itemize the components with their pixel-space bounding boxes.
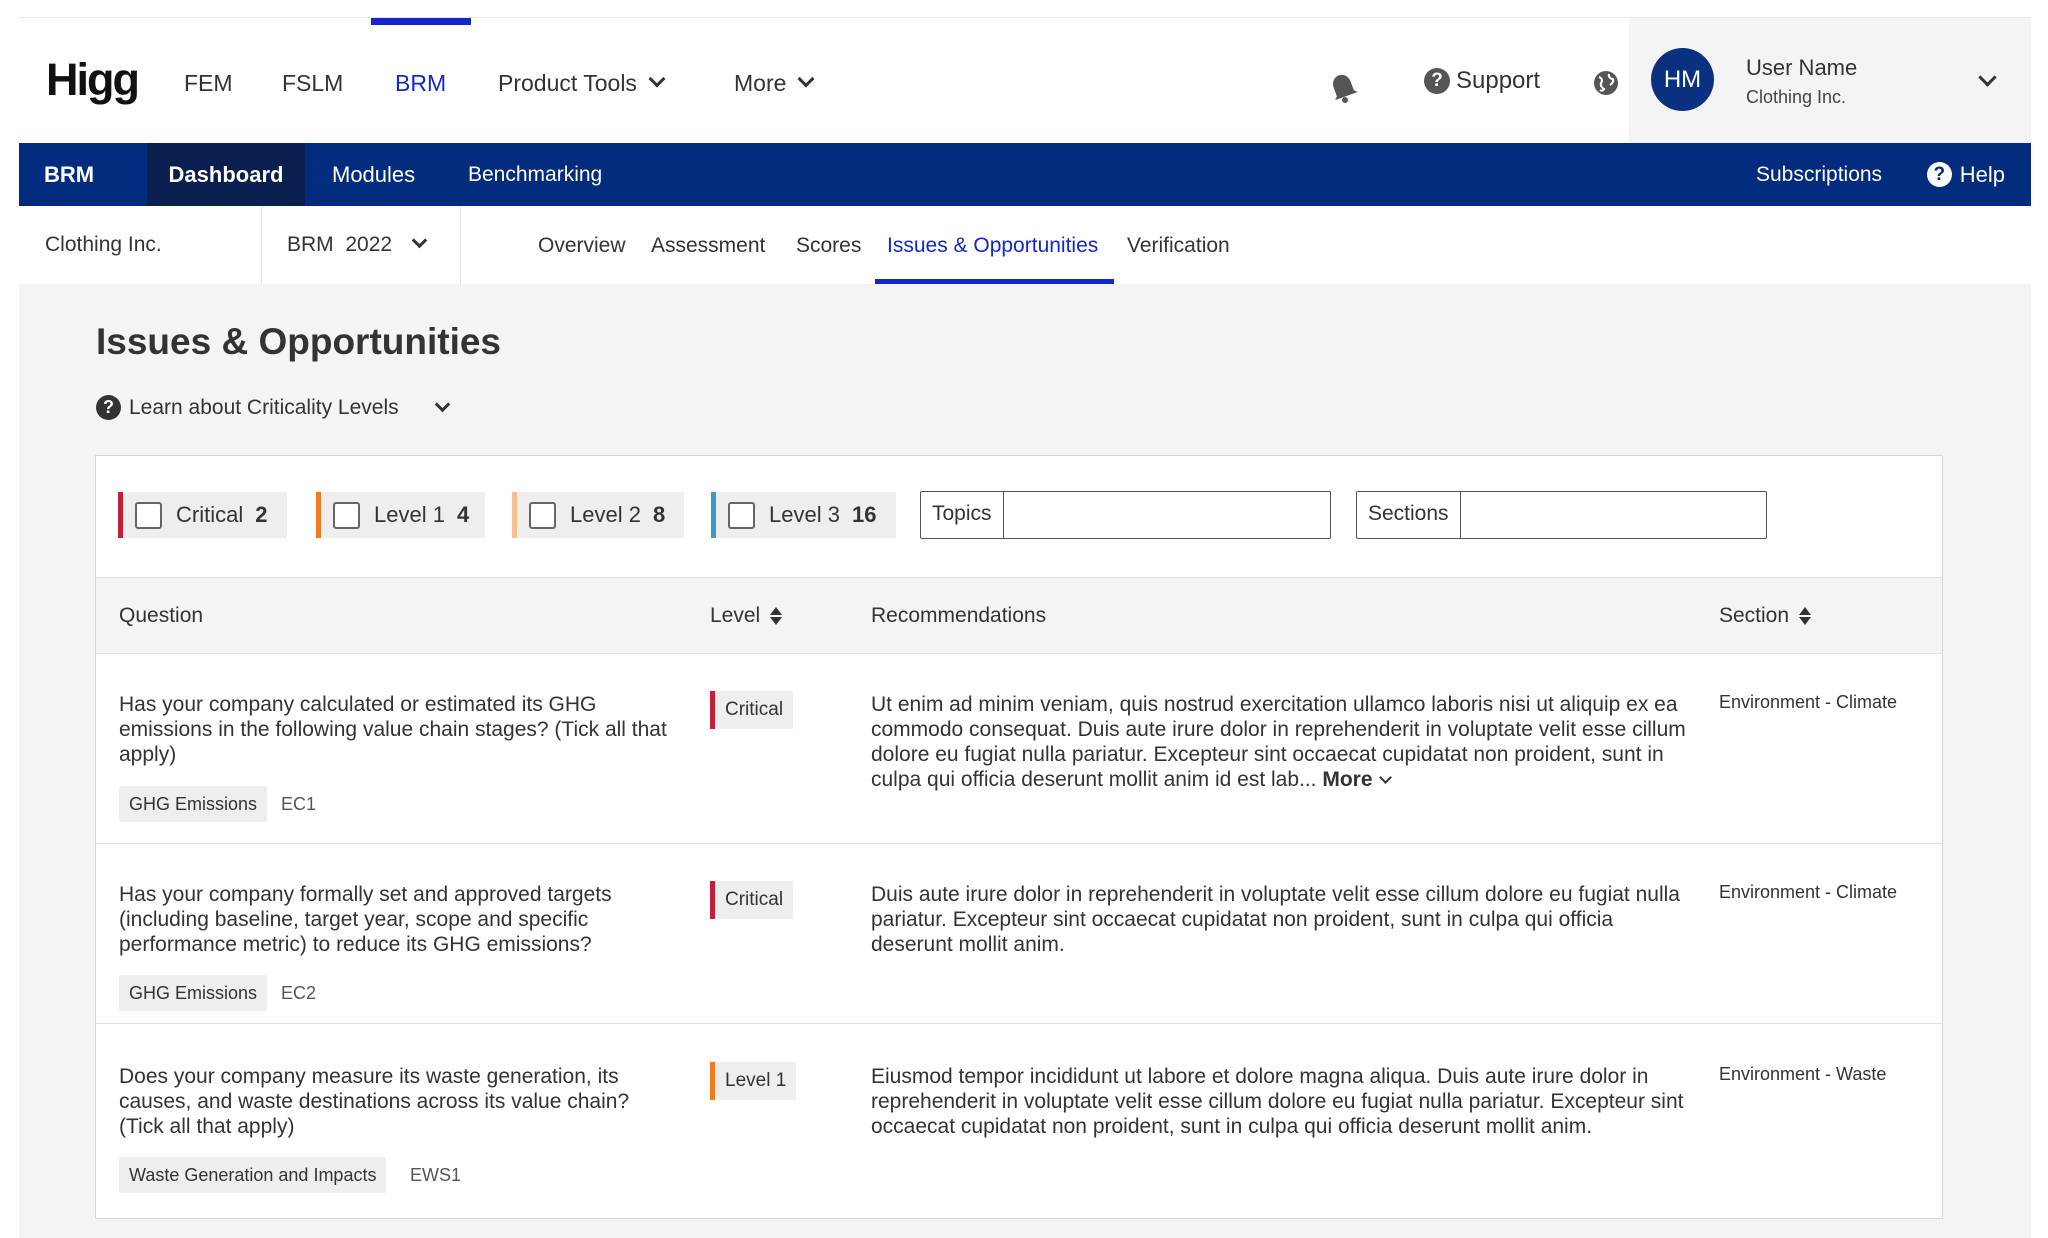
filter-chip-critical[interactable] — [118, 492, 287, 538]
recommendation-body: Ut enim ad minim veniam, quis nostrud exercitation ullamco laboris nisi ut aliquip ex ea commodo consequat. Duis aute irure dolor in reprehenderit in voluptate velit esse cillum dolore eu fugiat nulla pariatur. Excepteur sint occaecat cupidatat non proident, sunt in culpa qui officia deserunt mollit anim id est lab... — [871, 693, 1686, 791]
tab-modules[interactable]: Modules — [332, 162, 416, 187]
checkbox[interactable] — [728, 502, 755, 529]
nav-fslm[interactable]: FSLM — [282, 70, 344, 96]
chip-label: Level 3 — [769, 502, 840, 527]
learn-criticality-label: Learn about Criticality Levels — [129, 395, 399, 419]
help-icon: ? — [1927, 162, 1952, 187]
table-row — [96, 654, 1942, 844]
module-nav-bar — [19, 143, 2031, 206]
nav-product-tools-label: Product Tools — [498, 70, 637, 96]
divider — [460, 206, 461, 284]
tab-verification[interactable]: Verification — [1127, 234, 1230, 257]
more-link[interactable] — [1322, 768, 1389, 791]
support-label: Support — [1456, 67, 1541, 94]
topic-tag: Waste Generation and Impacts — [119, 1157, 386, 1193]
tab-assessment[interactable]: Assessment — [651, 234, 766, 257]
topics-filter[interactable] — [920, 491, 1331, 539]
checkbox[interactable] — [333, 502, 360, 529]
checkbox[interactable] — [135, 502, 162, 529]
learn-criticality-toggle[interactable] — [96, 395, 448, 420]
chip-count: 2 — [255, 502, 268, 527]
column-header-question: Question — [119, 604, 204, 627]
column-header-level-label: Level — [710, 604, 761, 627]
topic-tag: GHG Emissions — [119, 786, 267, 822]
recommendation-text — [871, 692, 1686, 792]
sections-filter[interactable] — [1356, 491, 1767, 539]
column-header-section[interactable] — [1719, 578, 1811, 653]
sort-icon[interactable] — [1799, 607, 1811, 625]
divider — [261, 206, 262, 284]
chevron-down-icon — [1978, 68, 1996, 86]
chip-count: 4 — [456, 502, 470, 527]
tab-dashboard[interactable]: Dashboard — [147, 143, 305, 206]
table-row — [96, 1024, 1942, 1219]
user-org: Clothing Inc. — [1746, 87, 1847, 107]
topic-tag: GHG Emissions — [119, 975, 267, 1011]
chevron-down-icon — [1379, 771, 1392, 784]
question-code: EC1 — [281, 794, 317, 814]
chip-label: Critical — [176, 502, 244, 527]
table-row — [96, 844, 1942, 1024]
question-text: Does your company measure its waste generation, its causes, and waste destinations across its value chain? (Tick all that apply) — [119, 1065, 630, 1138]
nav-active-indicator — [371, 18, 471, 25]
chevron-down-icon — [798, 70, 815, 87]
notification-bell-icon[interactable] — [1325, 70, 1359, 109]
sub-nav — [19, 206, 2031, 284]
recommendation-text: Duis aute irure dolor in reprehenderit in voluptate velit esse cillum dolore eu fugiat nulla pariatur. Excepteur sint occaecat cupidatat non proident, sunt in culpa qui officia deserunt mollit anim. — [871, 883, 1680, 956]
subscriptions-link[interactable]: Subscriptions — [1756, 163, 1883, 186]
help-link[interactable] — [1927, 143, 2005, 206]
table-header — [96, 577, 1942, 654]
filter-chip-level-2[interactable] — [512, 492, 684, 538]
user-menu[interactable] — [1629, 18, 2031, 144]
tab-scores[interactable]: Scores — [796, 234, 862, 257]
filter-chip-level-3[interactable] — [711, 492, 896, 538]
top-header — [19, 17, 2031, 143]
section-text: Environment - Climate — [1719, 692, 1898, 712]
nav-product-tools[interactable] — [498, 70, 663, 97]
chevron-down-icon — [648, 70, 665, 87]
column-header-level[interactable] — [710, 578, 782, 653]
level-badge: Critical — [710, 881, 793, 919]
active-tab-indicator — [875, 279, 1114, 284]
level-badge: Critical — [710, 691, 793, 729]
org-name: Clothing Inc. — [45, 233, 162, 256]
year-selector[interactable] — [287, 206, 425, 284]
user-name: User Name — [1746, 55, 1858, 80]
help-label: Help — [1959, 162, 2005, 187]
recommendation-text: Eiusmod tempor incididunt ut labore et dolore magna aliqua. Duis aute irure dolor in reprehenderit in voluptate velit esse cillum dolore eu fugiat nulla pariatur. Excepteur sint occaecat cupidatat non proident, sunt in culpa qui officia deserunt mollit anim. — [871, 1065, 1684, 1138]
avatar: HM — [1651, 48, 1714, 111]
sections-filter-label: Sections — [1357, 492, 1461, 538]
sort-icon[interactable] — [770, 607, 782, 625]
question-text: Has your company calculated or estimated its GHG emissions in the following value chain stages? (Tick all that apply) — [119, 693, 667, 766]
tab-issues-opportunities[interactable]: Issues & Opportunities — [887, 234, 1099, 257]
chevron-down-icon — [412, 233, 428, 249]
module-label: BRM — [44, 162, 95, 187]
higg-logo[interactable]: Higg — [46, 54, 138, 105]
question-icon: ? — [1424, 68, 1450, 94]
more-label: More — [1322, 768, 1373, 791]
topics-filter-label: Topics — [921, 492, 1004, 538]
tab-overview[interactable]: Overview — [538, 234, 626, 257]
filter-chip-level-1[interactable] — [316, 492, 485, 538]
issues-card — [95, 455, 1943, 1219]
question-code: EWS1 — [410, 1165, 462, 1185]
column-header-recommendations: Recommendations — [871, 604, 1047, 627]
question-icon: ? — [96, 395, 121, 420]
chip-label: Level 2 — [570, 502, 641, 527]
support-link[interactable] — [1424, 67, 1540, 95]
chip-count: 16 — [851, 502, 877, 527]
column-header-section-label: Section — [1719, 604, 1790, 627]
level-badge: Level 1 — [710, 1062, 796, 1100]
question-code: EC2 — [281, 983, 317, 1003]
year-selector-label: BRM 2022 — [287, 233, 393, 256]
filter-row — [96, 456, 1942, 577]
page-title: Issues & Opportunities — [96, 321, 502, 362]
chevron-down-icon — [434, 397, 450, 413]
nav-brm[interactable]: BRM — [395, 70, 447, 96]
question-text: Has your company formally set and approved targets (including baseline, target year, scope and specific performance metric) to reduce its GHG emissions? — [119, 883, 612, 956]
checkbox[interactable] — [529, 502, 556, 529]
app-frame — [19, 17, 2031, 1238]
nav-more-label: More — [734, 70, 787, 96]
nav-more[interactable] — [734, 70, 812, 97]
nav-fem[interactable]: FEM — [184, 70, 233, 96]
chip-label: Level 1 — [374, 502, 445, 527]
section-text: Environment - Climate — [1719, 882, 1898, 902]
tab-benchmarking[interactable]: Benchmarking — [468, 163, 603, 186]
section-text: Environment - Waste — [1719, 1064, 1887, 1084]
chip-count: 8 — [652, 502, 666, 527]
globe-icon[interactable] — [1592, 69, 1620, 102]
